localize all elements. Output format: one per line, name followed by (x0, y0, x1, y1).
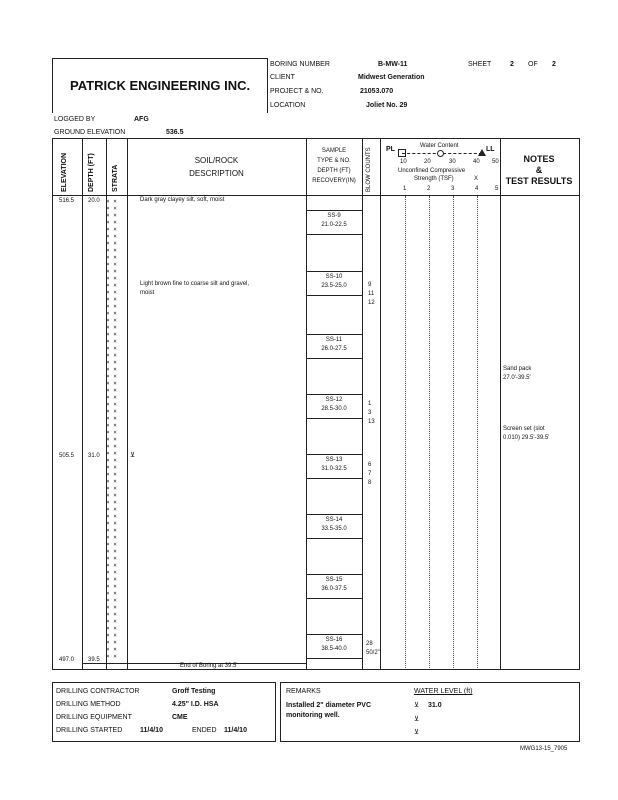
sample-divider (306, 658, 362, 659)
sample-number: SS-16 (325, 637, 343, 643)
plot-grid-1 (405, 196, 406, 668)
ll-marker (478, 149, 486, 156)
sample-depth: 28.5-30.0 (321, 406, 347, 412)
blow-ss13-3: 8 (368, 480, 372, 486)
description-2: Light brown fine to coarse silt and gravel, (140, 281, 250, 287)
blow-ss13-1: 6 (368, 462, 372, 468)
strength-tick-4: 4 (475, 186, 479, 192)
sample-divider (306, 454, 362, 455)
water-level-symbol-3: ⊻ (414, 729, 420, 736)
col-header-sample-3: DEPTH (FT) (317, 168, 351, 174)
label-water-level: WATER LEVEL (ft) (414, 688, 473, 695)
wc-tick-4: 40 (473, 159, 480, 165)
label-boring-number: BORING NUMBER (270, 61, 330, 68)
unconfined-label-2: Strength (TSF) (414, 176, 454, 182)
document-id: MWG13-15_7905 (520, 746, 568, 752)
blow-ss16-1: 28 (366, 641, 373, 647)
blow-ss16-2: 50/2" (366, 650, 380, 656)
pl-label: PL (386, 146, 395, 153)
blow-ss12-2: 3 (368, 410, 372, 416)
sample-depth: 36.0-37.5 (321, 586, 347, 592)
depth-top: 20.0 (88, 198, 100, 204)
note-screen-2: 0.010) 29.5'-39.5' (503, 435, 550, 441)
wc-tick-1: 10 (400, 159, 407, 165)
depth-bottom: 39.5 (88, 657, 100, 663)
sample-number: SS-11 (325, 337, 343, 343)
strata-pattern: × × × × × × × × × × × × × × × × × × × × × × × × × × × × × × × × × × × × × × × × × × × × × × × × × × × × × × × × × × × × × × × × × × × × × × × × × × × × × × × × × × × × × × × × × × × × × × × × × × × × × × × × × × × × × × × × × × × × × × × × × × × × × × × × × × × × (106, 198, 117, 660)
wc-tick-5: 50 (492, 159, 499, 165)
ended: 11/4/10 (224, 727, 247, 734)
plot-grid-3 (453, 196, 454, 668)
sample-divider (306, 418, 362, 419)
strength-tick-1: 1 (403, 186, 407, 192)
label-remarks: REMARKS (286, 688, 321, 695)
col-header-blow-counts: BLOW COUNTS (366, 147, 372, 192)
pl-marker (398, 149, 406, 157)
client: Midwest Generation (358, 74, 425, 81)
col-sep-elevation (82, 138, 83, 669)
strength-tick-2: 2 (427, 186, 431, 192)
col-header-sample-2: TYPE & NO. (317, 158, 351, 164)
sample-divider (306, 514, 362, 515)
sample-divider (306, 598, 362, 599)
sample-number: SS-14 (325, 517, 343, 523)
sample-depth: 31.0-32.5 (321, 466, 347, 472)
label-drilling-started: DRILLING STARTED (56, 727, 123, 734)
col-header-description: DESCRIPTION (189, 169, 244, 178)
sample-number: SS-9 (327, 213, 341, 219)
label-drilling-contractor: DRILLING CONTRACTOR (56, 688, 140, 695)
remarks-line-2: monitoring well. (286, 712, 340, 719)
col-sep-plot (500, 138, 501, 669)
strength-tick-3: 3 (451, 186, 455, 192)
drilling-equipment: CME (172, 714, 188, 721)
unconfined-label-1: Unconfined Compressive (398, 168, 466, 174)
elev-top: 516.5 (59, 198, 75, 204)
wc-tick-2: 20 (424, 159, 431, 165)
notes-header-2: & (535, 165, 543, 175)
sample-divider (306, 295, 362, 296)
logged-by: AFG (134, 116, 149, 123)
col-header-soil-rock: SOIL/ROCK (194, 156, 239, 165)
label-of: OF (528, 61, 538, 68)
notes-header-3: TEST RESULTS (505, 176, 573, 186)
blow-ss12-1: 1 (368, 401, 372, 407)
label-drilling-method: DRILLING METHOD (56, 701, 121, 708)
ground-elevation: 536.5 (166, 129, 184, 136)
blow-ss13-2: 7 (368, 471, 372, 477)
note-sand-pack-2: 27.0'-39.5' (503, 375, 531, 381)
water-level-symbol-1: ⊻ (414, 702, 420, 709)
water-content-marker (437, 150, 444, 157)
description-3: moist (140, 290, 155, 296)
water-level-symbol-2: ⊻ (414, 716, 420, 723)
blow-ss12-3: 13 (368, 419, 375, 425)
drilling-method: 4.25" I.D. HSA (172, 701, 219, 708)
sample-number: SS-15 (325, 577, 343, 583)
water-content-label: Water Content (420, 143, 459, 149)
blow-ss10-1: 9 (368, 282, 372, 288)
col-sep-sample (362, 138, 363, 669)
sample-divider (306, 271, 362, 272)
sample-divider (306, 210, 362, 211)
elev-bottom: 497.0 (59, 657, 75, 663)
label-logged-by: LOGGED BY (54, 116, 96, 123)
blow-ss10-3: 12 (368, 300, 375, 306)
label-ended: ENDED (192, 727, 217, 734)
blow-ss10-2: 11 (368, 291, 375, 297)
col-header-depth: DEPTH (FT) (88, 153, 95, 192)
sample-depth: 33.5-35.0 (321, 526, 347, 532)
elev-mid: 505.5 (59, 453, 75, 459)
sheet-number: 2 (510, 61, 514, 68)
unconfined-label-3: X (474, 176, 479, 182)
note-screen-1: Screen set (slot (503, 426, 545, 432)
project-number: 21053.070 (360, 88, 394, 95)
plot-grid-4 (477, 196, 478, 668)
sample-divider (306, 574, 362, 575)
drilling-contractor: Groff Testing (172, 688, 216, 695)
water-level-symbol: ⊻ (130, 452, 136, 459)
sample-divider (306, 358, 362, 359)
strength-tick-5: 5 (495, 186, 499, 192)
sample-divider (306, 538, 362, 539)
boring-number: B-MW-11 (378, 61, 408, 68)
description-end: End of Boring at 39.5' (180, 663, 238, 669)
water-level-value: 31.0 (428, 702, 442, 709)
sample-divider (306, 634, 362, 635)
label-ground-elevation: GROUND ELEVATION (54, 129, 126, 136)
sample-depth: 26.0-27.5 (321, 346, 347, 352)
sample-depth: 23.5-25.0 (321, 283, 347, 289)
label-location: LOCATION (270, 102, 306, 109)
col-sep-blows (380, 138, 381, 669)
note-sand-pack-1: Sand pack (503, 366, 532, 372)
col-header-elevation: ELEVATION (61, 152, 68, 192)
label-sheet: SHEET (468, 61, 492, 68)
remarks-line-1: Installed 2" diameter PVC (286, 702, 372, 709)
label-project: PROJECT & NO. (270, 88, 324, 95)
label-drilling-equipment: DRILLING EQUIPMENT (56, 714, 132, 721)
ll-label: LL (486, 146, 495, 153)
sample-divider (306, 478, 362, 479)
drilling-started: 11/4/10 (140, 727, 163, 734)
sample-divider (306, 394, 362, 395)
depth-mid: 31.0 (88, 453, 100, 459)
sample-depth: 38.5-40.0 (321, 646, 347, 652)
col-sep-strata (127, 138, 128, 669)
sheet-total: 2 (552, 61, 556, 68)
wc-tick-3: 30 (449, 159, 456, 165)
description-1: Dark gray clayey silt, soft, moist (140, 197, 225, 203)
sample-divider (306, 234, 362, 235)
sample-divider (306, 334, 362, 335)
plot-grid-2 (429, 196, 430, 668)
col-header-sample-4: RECOVERY(IN) (312, 178, 356, 184)
col-header-strata: STRATA (112, 164, 119, 192)
label-client: CLIENT (270, 74, 295, 81)
notes-header-1: NOTES (523, 154, 555, 164)
location: Joliet No. 29 (366, 102, 408, 109)
sample-number: SS-13 (325, 457, 343, 463)
company-name: PATRICK ENGINEERING INC. (70, 78, 251, 93)
col-header-sample-1: SAMPLE (321, 148, 347, 154)
sample-number: SS-10 (325, 274, 343, 280)
sample-depth: 21.0-22.5 (321, 222, 347, 228)
sample-number: SS-12 (325, 397, 343, 403)
